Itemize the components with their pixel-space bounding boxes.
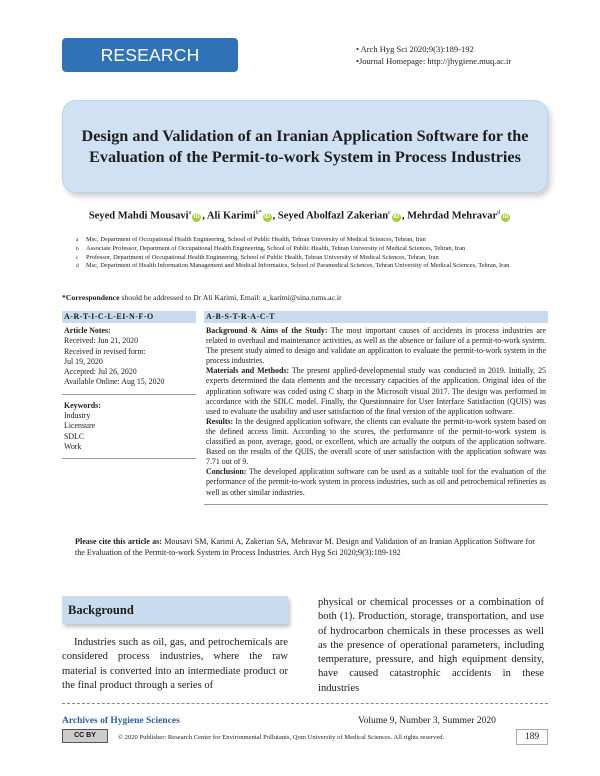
abstract-text: The most important causes of accidents in process industries are related to overhaul and maintenance activities, as well as the absence or failure of a permit-to-work system. The present study aimed to design and validate an application to evaluate the permit-to-work system in the process industries. xyxy=(206,326,546,366)
abstract-body xyxy=(204,323,548,505)
author-name: Ali Karimi xyxy=(206,210,256,222)
keyword: SDLC xyxy=(64,431,85,441)
journal-citation: • Arch Hyg Sci 2020;9(3):189-192 xyxy=(356,44,474,54)
citation-text: Mousavi SM, Karimi A, Zakerian SA, Mehravar M. Design and Validation of an Iranian Application Software for the Evaluation of the Permit-to-work System in Process Industries. Arch Hyg Sci 2020;9(3):189-192 xyxy=(75,537,535,557)
article-type-badge: RESEARCH ARTICLE xyxy=(62,38,238,72)
page-number: 189 xyxy=(516,729,548,745)
footer-divider xyxy=(62,703,548,704)
revised-label: Received in revised form: xyxy=(64,346,146,356)
journal-reference xyxy=(356,43,511,67)
abstract-label: Conclusion: xyxy=(206,467,247,477)
abstract-text: The present applied-developmental study was conducted in 2019. Initially, 25 experts determined the data elements and the necessary capacities of the application. Original idea of the application software was coded using C sharp in the Microsoft visual 2017. The design was performed in accordance with the SDLC model. Finally, the Questionnaire for User Interface Satisfaction (QUIS) was used to evaluate the usability and user satisfaction of the final version of the application software. xyxy=(206,366,547,416)
affiliation-text: Msc, Department of Health Information Management and Medical Informatics, School of Paramedical Sciences, Tehran University of Medical Sciences, Tehran, Iran xyxy=(86,262,510,270)
affiliation-marker: b* xyxy=(255,210,262,216)
abstract-text: In the designed application software, the clients can evaluate the permit-to-work system based on the defined access limit. According to the scores, the performance of the permit-to-work system is classified as poor, average, good, or excellent, which are actually the outputs of the application software. Based on the results of the QUIS, the overall score of user satisfaction with the application software was 7.71 out of 9. xyxy=(206,416,546,467)
affiliation-text: Msc, Department of Occupational Health Engineering, School of Public Health, Tehran University of Medical Sciences, Tehran, Iran xyxy=(86,236,426,243)
background-heading: Background xyxy=(62,596,288,624)
online-date: Available Online: Aug 15, 2020 xyxy=(64,377,165,387)
footer-copyright: © 2020 Publisher: Research Center for Environmental Pollutants, Qom University of Medical Sciences. All rights reserved. xyxy=(118,734,445,741)
keyword: Industry xyxy=(64,411,91,421)
abstract-text: The developed application software can be used as a suitable tool for the evaluation of the performance of the permit-to-work system in process industries, such as oil and petrochemical refineries as well as other similar industries. xyxy=(206,467,546,497)
correspondence xyxy=(62,293,342,303)
affiliation-item xyxy=(76,236,546,245)
affiliation-mark: c xyxy=(76,254,79,261)
affiliations xyxy=(76,236,546,271)
abstract-methods xyxy=(206,366,546,416)
abstract-label: Materials and Methods: xyxy=(206,366,290,376)
abstract-label: Results: xyxy=(206,416,234,426)
orcid-icon[interactable]: iD xyxy=(264,213,271,220)
article-title: Design and Validation of an Iranian Application Software for the Evaluation of the Permit-to-work System in Process Industries xyxy=(81,126,529,166)
keywords-label: Keywords: xyxy=(64,400,101,410)
footer-volume: Volume 9, Number 3, Summer 2020 xyxy=(358,716,496,726)
accepted-date: Accepted: Jul 26, 2020 xyxy=(64,367,137,377)
article-info-heading: A-R-T-I-C-L-EI-N-F-O xyxy=(62,311,196,323)
article-info xyxy=(62,311,196,459)
author-name: Seyed Mahdi Mousavi xyxy=(88,210,189,222)
keyword: Work xyxy=(64,441,82,451)
affiliation-marker: d xyxy=(497,210,501,216)
author-name: Mehrdad Mehravar xyxy=(407,210,498,222)
affiliation-marker: c xyxy=(388,210,391,216)
abstract-results xyxy=(206,417,546,467)
affiliation-text: Professor, Department of Occupational Health Engineering, School of Public Health, Tehran University of Medical Sciences, Tehran, Iran xyxy=(86,253,439,261)
abstract-conclusion xyxy=(206,467,546,497)
abstract-heading: A-B-S-T-R-A-C-T xyxy=(204,311,548,323)
orcid-icon[interactable]: iD xyxy=(393,213,400,220)
background-paragraph-right: physical or chemical processes or a combination of both (1). Production, storage, transportation, and use of hydrocarbon chemicals in these processes as well as the presence of operational parameters, including temperature, pressure, and high equipment density, have caused catastrophic accidents in these industries xyxy=(318,597,544,694)
affiliation-marker: a xyxy=(188,210,192,216)
keywords xyxy=(62,395,196,459)
citation-label: Please cite this article as: xyxy=(75,537,162,546)
author-name: Seyed Abolfazl Zakerian xyxy=(277,210,389,222)
orcid-icon[interactable]: iD xyxy=(193,213,200,220)
cc-license-icon[interactable]: CC BY xyxy=(62,729,108,743)
correspondence-text: should be addressed to Dr Ali Karimi, Email: a_karimi@sina.tums.ac.ir xyxy=(119,293,342,302)
affiliation-text: Associate Professor, Department of Occupational Health Engineering, School of Public Health, Tehran University of Medical Sciences, Tehran, Iran xyxy=(86,244,466,252)
notes-label: Article Notes: xyxy=(64,326,111,335)
citation-block xyxy=(75,537,535,559)
abstract-section xyxy=(204,311,548,505)
journal-homepage-link[interactable]: •Journal Homepage: http://jhygiene.muq.ac.ir xyxy=(356,56,512,66)
abstract-background xyxy=(206,326,546,366)
affiliation-mark: b xyxy=(76,245,79,252)
affiliation-mark: d xyxy=(76,263,79,270)
abstract-label: Background & Aims of the Study: xyxy=(206,326,328,335)
received-date: Received: Jun 21, 2020 xyxy=(64,336,139,346)
affiliation-mark: a xyxy=(76,237,79,243)
title-box xyxy=(62,100,548,193)
correspondence-label: *Correspondence xyxy=(62,293,120,302)
affiliation-item xyxy=(76,254,546,263)
revised-date: Jul 19, 2020 xyxy=(64,356,103,366)
footer-journal-name: Archives of Hygiene Sciences xyxy=(62,716,180,726)
author-list: Seyed Mahdi Mousavi$^a$iD , Ali Karimi$^{b*}$iD , Seyed Abolfazl Zakerian$^c$iD , Mehrdad Mehravar$^d$iD xyxy=(88,210,509,222)
article-notes xyxy=(62,323,196,395)
background-paragraph-left: Industries such as oil, gas, and petrochemicals are considered process industries, where the raw material is converted into an intermediate product or the final product through a series of xyxy=(62,637,288,691)
affiliation-item xyxy=(76,245,546,254)
orcid-icon[interactable]: iD xyxy=(502,213,509,220)
keyword: Licensure xyxy=(64,421,96,431)
affiliation-item xyxy=(76,262,546,271)
